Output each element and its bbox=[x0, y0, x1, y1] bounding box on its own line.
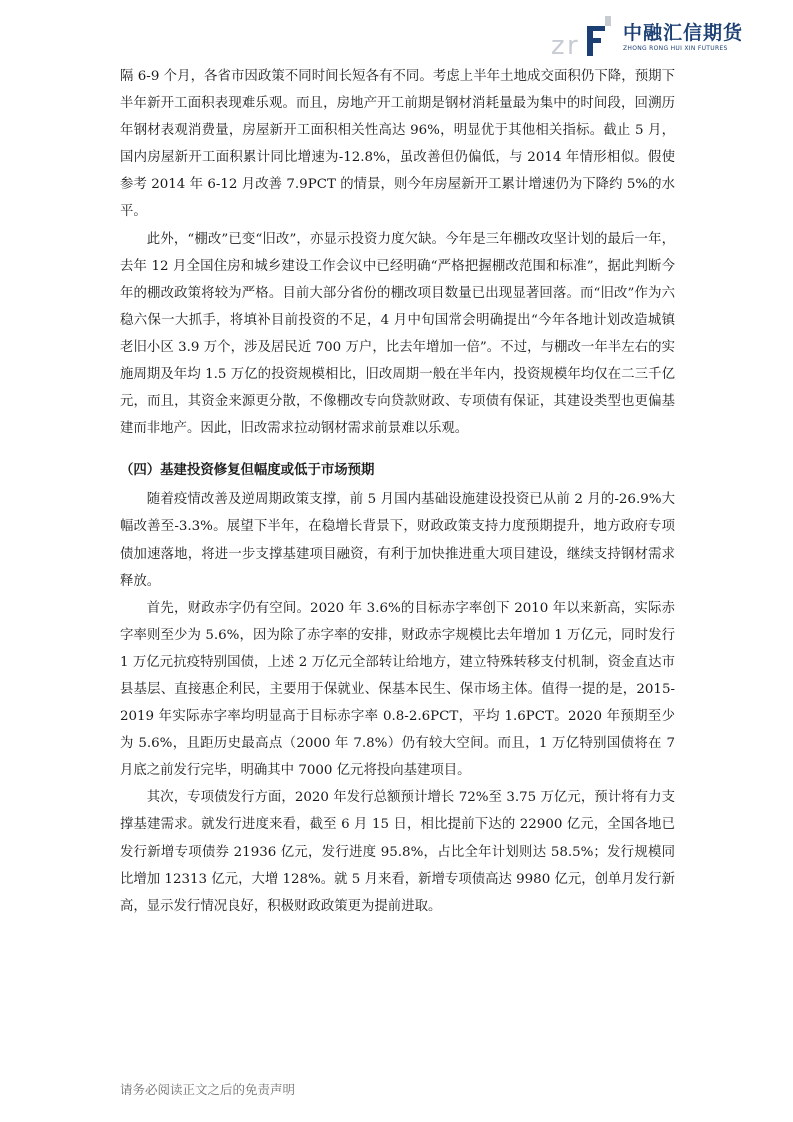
paragraph-special-bonds: 其次，专项债发行方面，2020 年发行总额预计增长 72%至 3.75 万亿元，预计将有力支撑基建需求。就发行进度来看，截至 6 月 15 日，相比提前下达的 22900 亿元，全国各地已发行新增专项债券 21936 亿元，发行进度 95.8%，占比全年计划则达 58.5%；发行规模同比增加 12313 亿元，大增 128%。就 5 月来看，新增专项债高达 9980 亿元，创单月发行新高，显示发行情况良好，积极财政政策更为提前进取。 bbox=[120, 790, 675, 914]
logo-english-name: ZHONG RONG HUI XIN FUTURES bbox=[622, 44, 728, 52]
svg-text:z: z bbox=[550, 31, 565, 58]
logo-chinese-name: 中融汇信期货 bbox=[622, 21, 743, 44]
section-heading: （四）基建投资修复但幅度或低于市场预期 bbox=[120, 463, 375, 479]
document-body bbox=[120, 63, 675, 920]
paragraph-continued: 隔 6-9 个月，各省市因政策不同时间长短各有不同。考虑上半年土地成交面积仍下降，预期下半年新开工面积表现难乐观。而且，房地产开工前期是钢材消耗量最为集中的时间段，回溯历年钢材表观消费量，房屋新开工面积相关性高达 96%，明显优于其他相关指标。截止 5 月，国内房屋新开工面积累计同比增速为-12.8%，虽改善但仍偏低，与 2014 年情形相似。假使参考 2014 年 6-12 月改善 7.9PCT 的情景，则今年房屋新开工累计增速仍为下降约 5%的水平。 bbox=[120, 69, 675, 220]
company-logo bbox=[549, 16, 743, 58]
zrf-logo-mark-icon bbox=[549, 16, 619, 58]
svg-text:r: r bbox=[566, 31, 578, 58]
paragraph-fiscal-deficit: 首先，财政赤字仍有空间。2020 年 3.6%的目标赤字率创下 2010 年以来新高，实际赤字率则至少为 5.6%，因为除了赤字率的安排，财政赤字规模比去年增加 1 万亿元，同时发行 1 万亿元抗疫特别国债，上述 2 万亿元全部转让给地方，建立特殊转移支付机制，资金直达市县基层、直接惠企利民，主要用于保就业、保基本民生、保市场主体。值得一提的是，2015-2019 年实际赤字率均明显高于目标赤字率 0.8-2.6PCT，平均 1.6PCT。2020 年预期至少为 5.6%，且距历史最高点（2000 年 7.8%）仍有较大空间。而且，1 万亿特别国债将在 7 月底之前发行完毕，明确其中 7000 亿元将投向基建项目。 bbox=[120, 600, 675, 779]
paragraph-renovation: 此外，“棚改”已变“旧改”，亦显示投资力度欠缺。今年是三年棚改攻坚计划的最后一年，去年 12 月全国住房和城乡建设工作会议中已经明确“严格把握棚改范围和标准”，据此判断今年的棚改政策将较为严格。目前大部分省份的棚改项目数量已出现显著回落。而“旧改”作为六稳六保一大抓手，将填补目前投资的不足，4 月中旬国常会明确提出“今年各地计划改造城镇老旧小区 3.9 万个，涉及居民近 700 万户，比去年增加一倍”。不过，与棚改一年半左右的实施周期及年均 1.5 万亿的投资规模相比，旧改周期一般在半年内，投资规模年均仅在二三千亿元，而且，其资金来源更分散，不像棚改专向贷款财政、专项债有保证，其建设类型也更偏基建而非地产。因此，旧改需求拉动钢材需求前景难以乐观。 bbox=[120, 231, 675, 437]
footer-disclaimer: 请务必阅读正文之后的免责声明 bbox=[120, 1082, 296, 1097]
paragraph-infrastructure-intro: 随着疫情改善及逆周期政策支撑，前 5 月国内基础设施建设投资已从前 2 月的-26.9%大幅改善至-3.3%。展望下半年，在稳增长背景下，财政政策支持力度预期提升，地方政府专项债加速落地，将进一步支撑基建项目融资，有利于加快推进重大项目建设，继续支持钢材需求释放。 bbox=[120, 492, 675, 589]
